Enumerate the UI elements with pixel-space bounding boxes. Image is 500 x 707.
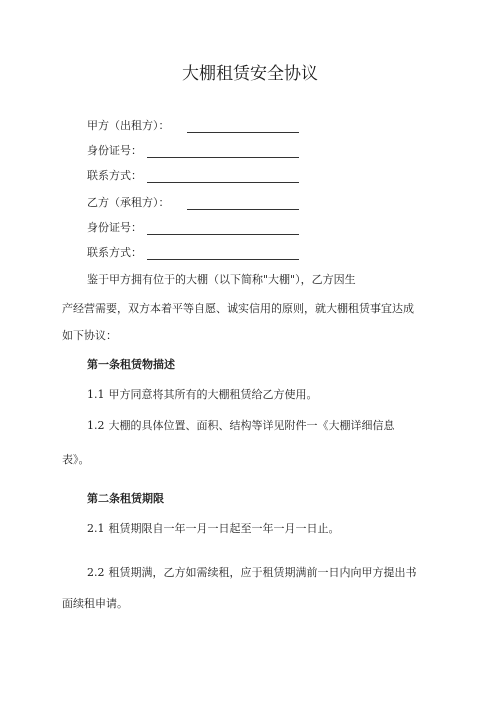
clause-2-1-number: 2.1 bbox=[87, 522, 105, 535]
party-b-contact-blank bbox=[147, 259, 299, 260]
party-a-contact-blank bbox=[147, 182, 299, 183]
party-b-label: 乙方（承租方）： bbox=[87, 196, 170, 209]
party-a-id-field bbox=[87, 143, 142, 159]
document-title: 大棚租赁安全协议 bbox=[182, 64, 318, 84]
party-a-blank bbox=[187, 132, 299, 133]
intro-line-1: 鉴于甲方拥有位于的大棚（以下简称"大棚"），乙方因生 bbox=[87, 273, 356, 286]
party-a-id-blank bbox=[147, 157, 299, 158]
party-b-field bbox=[87, 195, 170, 211]
party-a-label: 甲方（出租方）： bbox=[87, 119, 170, 132]
party-b-id-label: 身份证号： bbox=[87, 221, 142, 234]
clause-1-1-text: 甲方同意将其所有的大棚租赁给乙方使用。 bbox=[108, 388, 318, 401]
party-b-id-blank bbox=[147, 234, 299, 235]
section-2-heading: 第二条租赁期限 bbox=[87, 492, 164, 505]
clause-1-2-text: 大棚的具体位置、面积、结构等详见附件一《大棚详细信息 bbox=[108, 419, 395, 432]
clause-1-2 bbox=[87, 418, 395, 434]
clause-2-1 bbox=[87, 521, 340, 537]
intro-line-3: 如下协议： bbox=[62, 329, 117, 342]
clause-2-2-number: 2.2 bbox=[87, 566, 105, 579]
party-b-id-field bbox=[87, 220, 142, 236]
clause-2-1-text: 租赁期限自一年一月一日起至一年一月一日止。 bbox=[108, 522, 340, 535]
party-a-id-label: 身份证号： bbox=[87, 144, 142, 157]
intro-line-2: 产经营需要，双方本着平等自愿、诚实信用的原则，就大棚租赁事宜达成 bbox=[62, 302, 414, 315]
clause-1-2-continued: 表》。 bbox=[62, 453, 90, 466]
clause-2-2 bbox=[87, 565, 417, 581]
party-b-contact-field bbox=[87, 245, 142, 261]
section-1-heading: 第一条租赁物描述 bbox=[87, 358, 175, 371]
clause-1-1-number: 1.1 bbox=[87, 388, 105, 401]
clause-1-1 bbox=[87, 387, 318, 403]
party-a-contact-field bbox=[87, 168, 142, 184]
party-b-blank bbox=[187, 209, 299, 210]
clause-1-2-number: 1.2 bbox=[87, 419, 105, 432]
party-a-field bbox=[87, 118, 170, 134]
clause-2-2-continued: 面续租申请。 bbox=[62, 597, 128, 610]
party-b-contact-label: 联系方式： bbox=[87, 246, 142, 259]
party-a-contact-label: 联系方式： bbox=[87, 169, 142, 182]
clause-2-2-text: 租赁期满，乙方如需续租，应于租赁期满前一日内向甲方提出书 bbox=[108, 566, 417, 579]
